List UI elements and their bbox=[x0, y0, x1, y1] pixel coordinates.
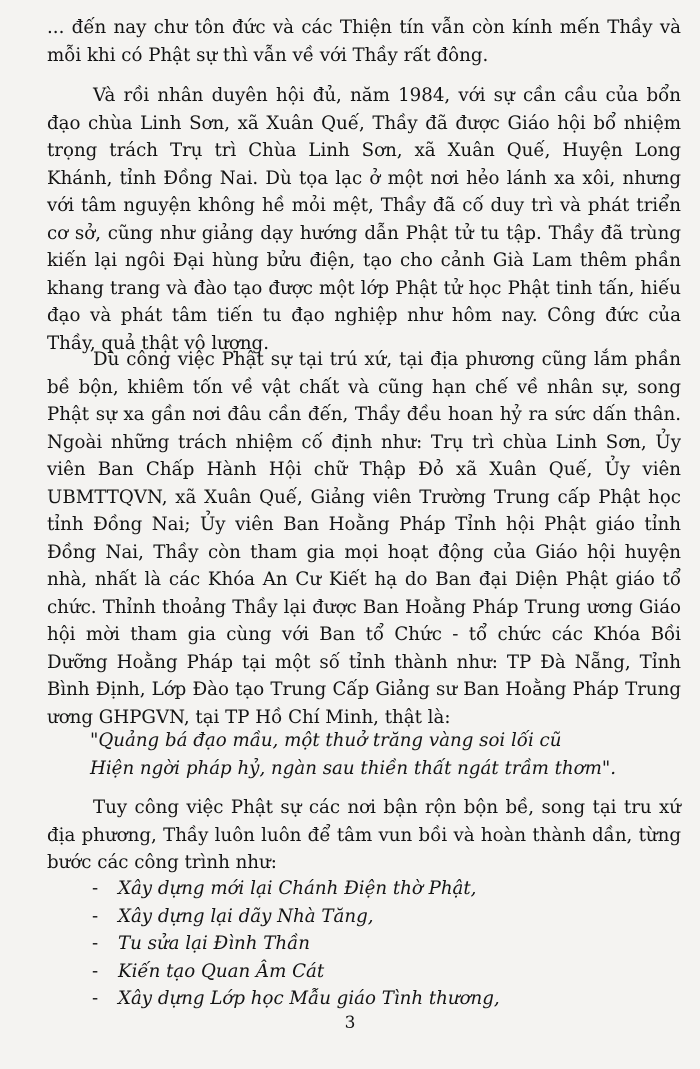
list-bullet: - bbox=[92, 878, 99, 899]
quote-line-1: "Quảng bá đạo mầu, một thuở trăng vàng soi lối cũ bbox=[90, 730, 562, 751]
quote-line-2: Hiện ngời pháp hỷ, ngàn sau thiền thất ngát trầm thơm". bbox=[90, 757, 616, 779]
list-item bbox=[92, 875, 500, 903]
list-item bbox=[92, 930, 500, 958]
paragraph-2: Và rồi nhân duyên hội đủ, năm 1984, với sự cần cầu của bổn đạo chùa Linh Sơn, xã Xuân Quế, Thầy đã được Giáo hội bổ nhiệm trọng trách Trụ trì Chùa Linh Sơn, xã Xuân Quế, Huyện Long Khánh, tỉnh Đồng Nai. Dù tọa lạc ở một nơi hẻo lánh xa xôi, nhưng với tâm nguyện không hề mỏi mệt, Thầy đã cố duy trì và phát triển cơ sở, cũng như giảng dạy hướng dẫn Phật tử tu tập. Thầy đã trùng kiến lại ngôi Đại hùng bửu điện, tạo cho cảnh Già Lam thêm phần khang trang và đào tạo được một lớp Phật tử học Phật tinh tấn, hiếu đạo và phát tâm tiến tu đạo nghiệp như hôm nay. Công đức của Thầy, quả thật vô lượng. bbox=[47, 85, 681, 354]
list-item bbox=[92, 958, 500, 986]
list-item-text: Xây dựng mới lại Chánh Điện thờ Phật, bbox=[118, 878, 477, 899]
list-bullet: - bbox=[92, 933, 99, 954]
projects-list bbox=[92, 875, 500, 1013]
list-item bbox=[92, 903, 500, 931]
list-bullet: - bbox=[92, 905, 99, 927]
paragraph-3: Dù công việc Phật sự tại trú xứ, tại địa phương cũng lắm phần bề bộn, khiêm tốn về vật chất và cũng hạn chế về nhân sự, song Phật sự xa gần nơi đâu cần đến, Thầy đều hoan hỷ ra sức dấn thân. Ngoài những trách nhiệm cố định như: Trụ trì chùa Linh Sơn, Ủy viên Ban Chấp Hành Hội chữ Thập Đỏ xã Xuân Quế, Ủy viên UBMTTQVN, xã Xuân Quế, Giảng viên Trường Trung cấp Phật học tỉnh Đồng Nai; Ủy viên Ban Hoằng Pháp Tỉnh hội Phật giáo tỉnh Đồng Nai, Thầy còn tham gia mọi hoạt động của Giáo hội huyện nhà, nhất là các Khóa An Cư Kiết hạ do Ban đại Diện Phật giáo tổ chức. Thỉnh thoảng Thầy lại được Ban Hoằng Pháp Trung ương Giáo hội mời tham gia cùng với Ban tổ Chức - tổ chức các Khóa Bồi Dưỡng Hoằng Pháp tại một số tỉnh thành như: TP Đà Nẵng, Tỉnh Bình Định, Lớp Đào tạo Trung Cấp Giảng sư Ban Hoằng Pháp Trung ương GHPGVN, tại TP Hồ Chí Minh, thật là: bbox=[47, 349, 681, 728]
paragraph-1: ... đến nay chư tôn đức và các Thiện tín vẫn còn kính mến Thầy và mỗi khi có Phật sự thì vẫn về với Thầy rất đông. bbox=[47, 17, 681, 66]
paragraph-4: Tuy công việc Phật sự các nơi bận rộn bộn bề, song tại tru xứ địa phương, Thầy luôn luôn để tâm vun bồi và hoàn thành dần, từng bước các công trình như: bbox=[47, 797, 681, 873]
poem-quote bbox=[90, 727, 670, 782]
list-item-text: Xây dựng lại dãy Nhà Tăng, bbox=[118, 905, 374, 927]
list-item-text: Xây dựng Lớp học Mẫu giáo Tình thương, bbox=[118, 988, 500, 1009]
list-item-text: Tu sửa lại Đình Thần bbox=[118, 933, 310, 954]
list-item bbox=[92, 985, 500, 1013]
list-bullet: - bbox=[92, 988, 99, 1009]
list-item-text: Kiến tạo Quan Âm Cát bbox=[118, 960, 325, 982]
page-number: 3 bbox=[344, 1013, 356, 1033]
list-bullet: - bbox=[92, 960, 99, 982]
